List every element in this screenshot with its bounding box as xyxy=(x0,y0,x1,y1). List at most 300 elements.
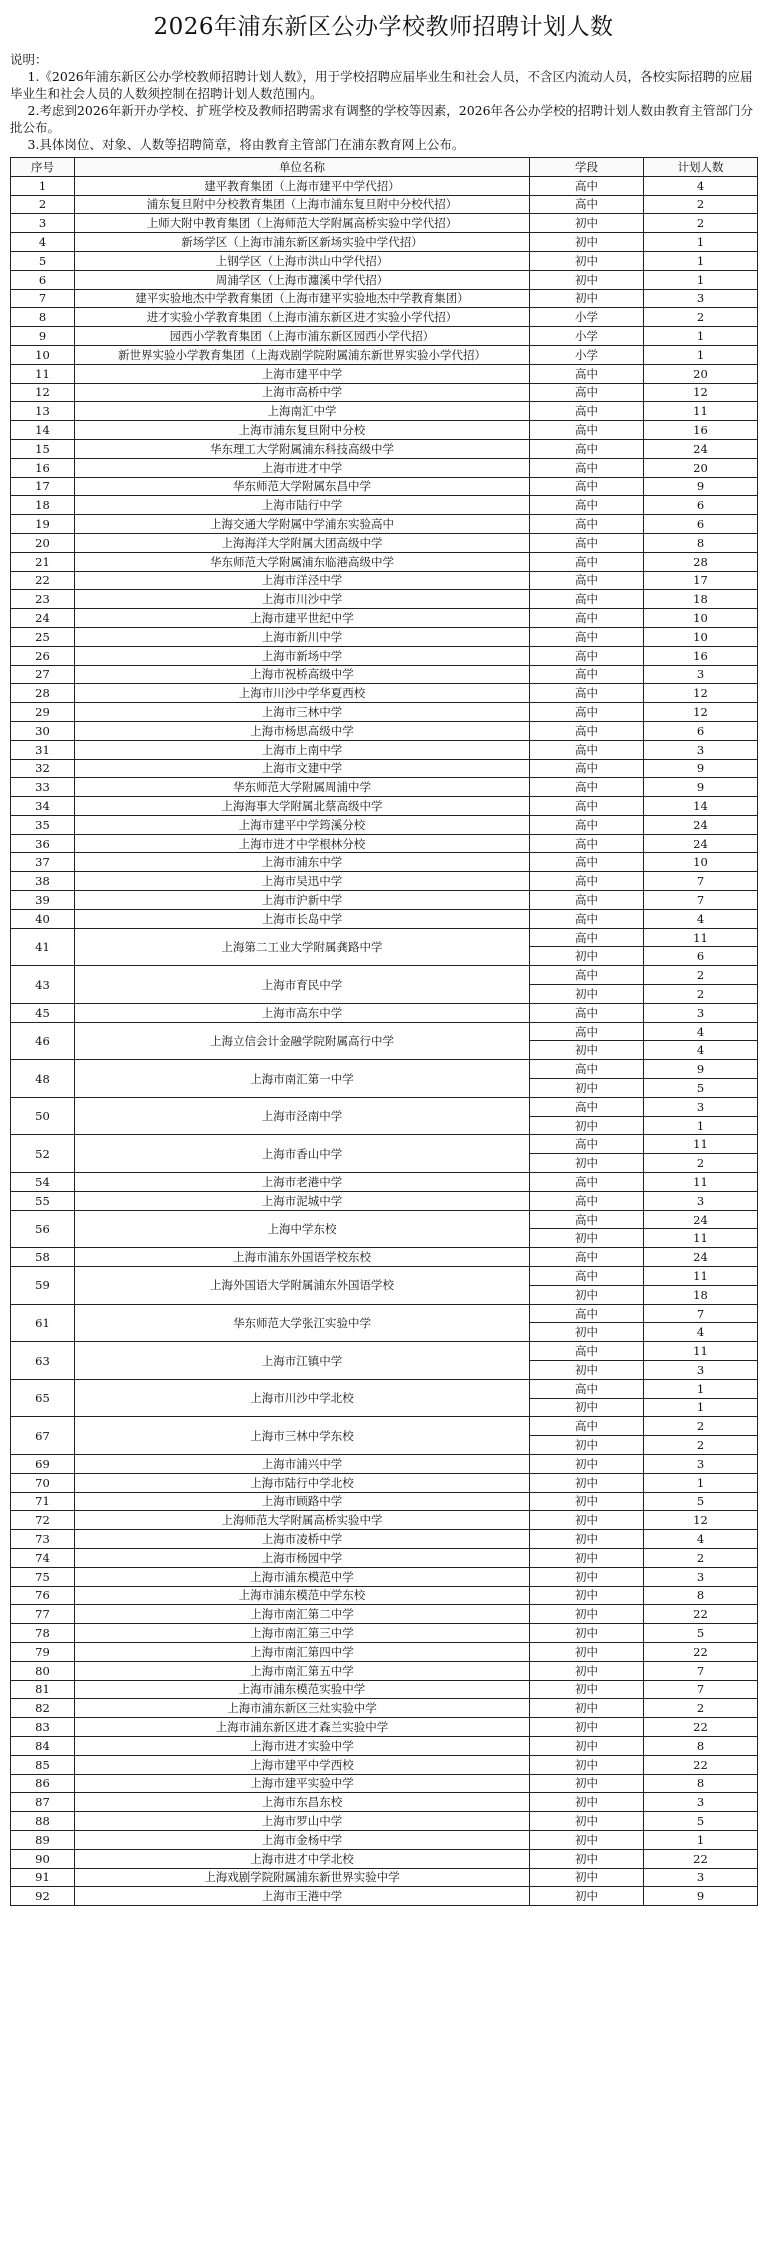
cell-unit-name: 上海市洋泾中学 xyxy=(75,571,530,590)
cell-plan-count: 10 xyxy=(644,627,758,646)
cell-plan-count: 9 xyxy=(644,1887,758,1906)
cell-stage: 高中 xyxy=(530,496,644,515)
cell-stage: 高中 xyxy=(530,665,644,684)
cell-unit-name: 上海师范大学附属高桥实验中学 xyxy=(75,1511,530,1530)
cell-stage: 初中 xyxy=(530,1530,644,1549)
cell-number: 23 xyxy=(11,590,75,609)
cell-plan-count: 1 xyxy=(644,270,758,289)
cell-number: 3 xyxy=(11,214,75,233)
cell-number: 11 xyxy=(11,364,75,383)
table-row xyxy=(11,1567,758,1586)
table-row xyxy=(11,364,758,383)
cell-unit-name: 上海市泾南中学 xyxy=(75,1097,530,1135)
table-row xyxy=(11,1191,758,1210)
cell-number: 80 xyxy=(11,1661,75,1680)
cell-unit-name: 华东师范大学附属浦东临港高级中学 xyxy=(75,552,530,571)
cell-stage: 初中 xyxy=(530,1454,644,1473)
cell-unit-name: 上海市祝桥高级中学 xyxy=(75,665,530,684)
cell-unit-name: 上海市罗山中学 xyxy=(75,1812,530,1831)
table-row xyxy=(11,496,758,515)
cell-stage: 高中 xyxy=(530,1210,644,1229)
table-row xyxy=(11,1417,758,1436)
cell-number: 30 xyxy=(11,721,75,740)
table-row xyxy=(11,571,758,590)
table-row xyxy=(11,1342,758,1361)
cell-stage: 初中 xyxy=(530,1812,644,1831)
cell-number: 73 xyxy=(11,1530,75,1549)
table-row xyxy=(11,421,758,440)
cell-stage: 初中 xyxy=(530,985,644,1004)
cell-plan-count: 2 xyxy=(644,308,758,327)
cell-plan-count: 3 xyxy=(644,1003,758,1022)
cell-unit-name: 上海南汇中学 xyxy=(75,402,530,421)
cell-plan-count: 24 xyxy=(644,1248,758,1267)
cell-plan-count: 6 xyxy=(644,721,758,740)
cell-unit-name: 建平教育集团（上海市建平中学代招） xyxy=(75,176,530,195)
cell-plan-count: 1 xyxy=(644,251,758,270)
table-row xyxy=(11,1530,758,1549)
cell-number: 19 xyxy=(11,515,75,534)
table-row xyxy=(11,740,758,759)
cell-stage: 高中 xyxy=(530,364,644,383)
cell-plan-count: 1 xyxy=(644,1116,758,1135)
cell-plan-count: 4 xyxy=(644,1041,758,1060)
cell-stage: 高中 xyxy=(530,1097,644,1116)
cell-plan-count: 22 xyxy=(644,1605,758,1624)
table-row xyxy=(11,402,758,421)
cell-stage: 初中 xyxy=(530,1154,644,1173)
header-stage: 学段 xyxy=(530,158,644,177)
table-row xyxy=(11,684,758,703)
cell-unit-name: 上海市江镇中学 xyxy=(75,1342,530,1380)
cell-plan-count: 7 xyxy=(644,891,758,910)
cell-number: 71 xyxy=(11,1492,75,1511)
cell-plan-count: 3 xyxy=(644,1868,758,1887)
cell-number: 32 xyxy=(11,759,75,778)
cell-plan-count: 11 xyxy=(644,1267,758,1286)
table-body xyxy=(11,176,758,1905)
cell-unit-name: 浦东复旦附中分校教育集团（上海市浦东复旦附中分校代招） xyxy=(75,195,530,214)
cell-number: 29 xyxy=(11,703,75,722)
cell-number: 72 xyxy=(11,1511,75,1530)
table-row xyxy=(11,308,758,327)
cell-stage: 初中 xyxy=(530,1774,644,1793)
cell-plan-count: 11 xyxy=(644,928,758,947)
cell-plan-count: 4 xyxy=(644,909,758,928)
cell-stage: 初中 xyxy=(530,1548,644,1567)
cell-number: 55 xyxy=(11,1191,75,1210)
cell-stage: 初中 xyxy=(530,1830,644,1849)
cell-stage: 高中 xyxy=(530,439,644,458)
cell-plan-count: 12 xyxy=(644,383,758,402)
cell-plan-count: 9 xyxy=(644,778,758,797)
cell-plan-count: 16 xyxy=(644,421,758,440)
cell-unit-name: 上海市长岛中学 xyxy=(75,909,530,928)
cell-number: 70 xyxy=(11,1473,75,1492)
cell-stage: 高中 xyxy=(530,477,644,496)
cell-plan-count: 2 xyxy=(644,195,758,214)
table-row xyxy=(11,590,758,609)
cell-plan-count: 8 xyxy=(644,1774,758,1793)
notes-heading: 说明： xyxy=(10,52,48,67)
cell-stage: 高中 xyxy=(530,759,644,778)
cell-unit-name: 上海市高东中学 xyxy=(75,1003,530,1022)
cell-number: 12 xyxy=(11,383,75,402)
cell-plan-count: 1 xyxy=(644,1398,758,1417)
cell-stage: 高中 xyxy=(530,928,644,947)
cell-stage: 初中 xyxy=(530,1661,644,1680)
cell-stage: 初中 xyxy=(530,1436,644,1455)
cell-unit-name: 上海市南汇第三中学 xyxy=(75,1624,530,1643)
cell-number: 50 xyxy=(11,1097,75,1135)
cell-number: 21 xyxy=(11,552,75,571)
cell-stage: 高中 xyxy=(530,1248,644,1267)
table-row xyxy=(11,1210,758,1229)
cell-plan-count: 22 xyxy=(644,1642,758,1661)
table-row xyxy=(11,609,758,628)
cell-stage: 高中 xyxy=(530,383,644,402)
cell-unit-name: 上海市建平中学 xyxy=(75,364,530,383)
table-row xyxy=(11,1849,758,1868)
table-row xyxy=(11,1774,758,1793)
cell-stage: 初中 xyxy=(530,1079,644,1098)
cell-number: 17 xyxy=(11,477,75,496)
cell-unit-name: 上海市建平中学西校 xyxy=(75,1755,530,1774)
cell-stage: 高中 xyxy=(530,533,644,552)
cell-stage: 高中 xyxy=(530,909,644,928)
cell-number: 56 xyxy=(11,1210,75,1248)
cell-unit-name: 上海交通大学附属中学浦东实验高中 xyxy=(75,515,530,534)
cell-plan-count: 22 xyxy=(644,1849,758,1868)
table-row xyxy=(11,966,758,985)
cell-plan-count: 3 xyxy=(644,665,758,684)
table-row xyxy=(11,1736,758,1755)
cell-stage: 高中 xyxy=(530,1304,644,1323)
cell-stage: 高中 xyxy=(530,402,644,421)
cell-plan-count: 20 xyxy=(644,458,758,477)
cell-unit-name: 华东师范大学附属周浦中学 xyxy=(75,778,530,797)
cell-number: 6 xyxy=(11,270,75,289)
cell-unit-name: 上海市沪新中学 xyxy=(75,891,530,910)
cell-plan-count: 3 xyxy=(644,1097,758,1116)
cell-plan-count: 18 xyxy=(644,590,758,609)
cell-plan-count: 24 xyxy=(644,1210,758,1229)
cell-stage: 高中 xyxy=(530,515,644,534)
cell-unit-name: 上海市文建中学 xyxy=(75,759,530,778)
cell-stage: 高中 xyxy=(530,176,644,195)
cell-unit-name: 上海市建平实验中学 xyxy=(75,1774,530,1793)
cell-plan-count: 22 xyxy=(644,1755,758,1774)
cell-plan-count: 3 xyxy=(644,1361,758,1380)
cell-unit-name: 上海市南汇第一中学 xyxy=(75,1060,530,1098)
cell-unit-name: 上海市泥城中学 xyxy=(75,1191,530,1210)
cell-number: 90 xyxy=(11,1849,75,1868)
cell-stage: 初中 xyxy=(530,1041,644,1060)
cell-plan-count: 2 xyxy=(644,1699,758,1718)
cell-number: 14 xyxy=(11,421,75,440)
table-row xyxy=(11,646,758,665)
table-row xyxy=(11,233,758,252)
table-row xyxy=(11,515,758,534)
cell-unit-name: 上海戏剧学院附属浦东新世界实验中学 xyxy=(75,1868,530,1887)
table-row xyxy=(11,1248,758,1267)
cell-plan-count: 24 xyxy=(644,439,758,458)
table-row xyxy=(11,627,758,646)
table-row xyxy=(11,533,758,552)
table-row xyxy=(11,289,758,308)
table-row xyxy=(11,1492,758,1511)
cell-unit-name: 上海市川沙中学华夏西校 xyxy=(75,684,530,703)
cell-plan-count: 3 xyxy=(644,1567,758,1586)
table-row xyxy=(11,703,758,722)
cell-stage: 高中 xyxy=(530,1003,644,1022)
note-item: 3.具体岗位、对象、人数等招聘简章，将由教育主管部门在浦东教育网上公布。 xyxy=(27,137,465,152)
cell-number: 7 xyxy=(11,289,75,308)
cell-plan-count: 4 xyxy=(644,1323,758,1342)
table-row xyxy=(11,1699,758,1718)
cell-stage: 初中 xyxy=(530,1492,644,1511)
cell-stage: 高中 xyxy=(530,891,644,910)
table-row xyxy=(11,853,758,872)
cell-number: 76 xyxy=(11,1586,75,1605)
cell-plan-count: 12 xyxy=(644,703,758,722)
cell-plan-count: 8 xyxy=(644,1736,758,1755)
cell-unit-name: 华东师范大学附属东昌中学 xyxy=(75,477,530,496)
cell-unit-name: 上海市东昌东校 xyxy=(75,1793,530,1812)
table-row xyxy=(11,1060,758,1079)
cell-number: 26 xyxy=(11,646,75,665)
table-row xyxy=(11,383,758,402)
cell-plan-count: 7 xyxy=(644,872,758,891)
table-row xyxy=(11,1586,758,1605)
cell-unit-name: 华东理工大学附属浦东科技高级中学 xyxy=(75,439,530,458)
cell-number: 65 xyxy=(11,1379,75,1417)
cell-plan-count: 10 xyxy=(644,853,758,872)
cell-stage: 高中 xyxy=(530,195,644,214)
cell-number: 40 xyxy=(11,909,75,928)
table-row xyxy=(11,778,758,797)
cell-unit-name: 上海市进才实验中学 xyxy=(75,1736,530,1755)
cell-stage: 高中 xyxy=(530,1417,644,1436)
table-row xyxy=(11,1830,758,1849)
cell-stage: 高中 xyxy=(530,1060,644,1079)
cell-number: 24 xyxy=(11,609,75,628)
cell-number: 81 xyxy=(11,1680,75,1699)
table-row xyxy=(11,270,758,289)
cell-plan-count: 22 xyxy=(644,1718,758,1737)
cell-plan-count: 6 xyxy=(644,496,758,515)
cell-plan-count: 7 xyxy=(644,1680,758,1699)
cell-plan-count: 11 xyxy=(644,1229,758,1248)
cell-number: 8 xyxy=(11,308,75,327)
cell-number: 37 xyxy=(11,853,75,872)
cell-number: 87 xyxy=(11,1793,75,1812)
cell-number: 88 xyxy=(11,1812,75,1831)
cell-stage: 初中 xyxy=(530,1511,644,1530)
cell-unit-name: 上海市进才中学 xyxy=(75,458,530,477)
cell-number: 89 xyxy=(11,1830,75,1849)
cell-unit-name: 上海中学东校 xyxy=(75,1210,530,1248)
cell-number: 45 xyxy=(11,1003,75,1022)
table-row xyxy=(11,1135,758,1154)
cell-plan-count: 11 xyxy=(644,1173,758,1192)
cell-number: 92 xyxy=(11,1887,75,1906)
cell-stage: 初中 xyxy=(530,1718,644,1737)
table-row xyxy=(11,797,758,816)
cell-plan-count: 3 xyxy=(644,1793,758,1812)
cell-unit-name: 上海市浦东模范中学 xyxy=(75,1567,530,1586)
cell-plan-count: 12 xyxy=(644,684,758,703)
cell-unit-name: 上海立信会计金融学院附属高行中学 xyxy=(75,1022,530,1060)
table-row xyxy=(11,439,758,458)
cell-stage: 初中 xyxy=(530,1699,644,1718)
cell-stage: 高中 xyxy=(530,590,644,609)
table-row xyxy=(11,176,758,195)
cell-number: 91 xyxy=(11,1868,75,1887)
cell-plan-count: 1 xyxy=(644,1473,758,1492)
cell-stage: 高中 xyxy=(530,609,644,628)
cell-stage: 初中 xyxy=(530,1323,644,1342)
cell-stage: 初中 xyxy=(530,214,644,233)
cell-stage: 初中 xyxy=(530,233,644,252)
document-title: 2026年浦东新区公办学校教师招聘计划人数 xyxy=(153,14,614,40)
cell-unit-name: 新场学区（上海市浦东新区新场实验中学代招） xyxy=(75,233,530,252)
cell-stage: 高中 xyxy=(530,834,644,853)
cell-stage: 初中 xyxy=(530,1849,644,1868)
cell-unit-name: 上海市顾路中学 xyxy=(75,1492,530,1511)
cell-number: 43 xyxy=(11,966,75,1004)
cell-stage: 初中 xyxy=(530,1473,644,1492)
cell-plan-count: 11 xyxy=(644,1342,758,1361)
table-row xyxy=(11,1548,758,1567)
cell-unit-name: 上海市王港中学 xyxy=(75,1887,530,1906)
cell-number: 82 xyxy=(11,1699,75,1718)
cell-unit-name: 上海海事大学附属北蔡高级中学 xyxy=(75,797,530,816)
cell-plan-count: 1 xyxy=(644,327,758,346)
cell-unit-name: 上海市陆行中学 xyxy=(75,496,530,515)
cell-stage: 初中 xyxy=(530,1642,644,1661)
cell-stage: 高中 xyxy=(530,552,644,571)
cell-plan-count: 11 xyxy=(644,402,758,421)
cell-stage: 初中 xyxy=(530,270,644,289)
cell-stage: 高中 xyxy=(530,421,644,440)
cell-plan-count: 1 xyxy=(644,1379,758,1398)
cell-number: 61 xyxy=(11,1304,75,1342)
cell-unit-name: 上海市浦东新区三灶实验中学 xyxy=(75,1699,530,1718)
cell-unit-name: 上海市育民中学 xyxy=(75,966,530,1004)
table-row xyxy=(11,1097,758,1116)
cell-number: 4 xyxy=(11,233,75,252)
cell-stage: 高中 xyxy=(530,966,644,985)
cell-stage: 初中 xyxy=(530,1755,644,1774)
cell-stage: 高中 xyxy=(530,1379,644,1398)
cell-number: 83 xyxy=(11,1718,75,1737)
table-row xyxy=(11,458,758,477)
cell-stage: 初中 xyxy=(530,1680,644,1699)
cell-stage: 初中 xyxy=(530,1229,644,1248)
table-row xyxy=(11,214,758,233)
cell-stage: 高中 xyxy=(530,571,644,590)
table-row xyxy=(11,1812,758,1831)
table-header-row xyxy=(11,158,758,177)
cell-unit-name: 华东师范大学张江实验中学 xyxy=(75,1304,530,1342)
cell-unit-name: 园西小学教育集团（上海市浦东新区园西小学代招） xyxy=(75,327,530,346)
cell-plan-count: 5 xyxy=(644,1812,758,1831)
cell-number: 59 xyxy=(11,1267,75,1305)
cell-unit-name: 上海市浦东模范实验中学 xyxy=(75,1680,530,1699)
cell-plan-count: 10 xyxy=(644,609,758,628)
cell-stage: 高中 xyxy=(530,1191,644,1210)
cell-stage: 初中 xyxy=(530,251,644,270)
table-row xyxy=(11,477,758,496)
table-row xyxy=(11,1605,758,1624)
cell-stage: 高中 xyxy=(530,684,644,703)
table-row xyxy=(11,1661,758,1680)
cell-plan-count: 9 xyxy=(644,759,758,778)
cell-number: 1 xyxy=(11,176,75,195)
cell-stage: 初中 xyxy=(530,1605,644,1624)
table-row xyxy=(11,1022,758,1041)
cell-plan-count: 3 xyxy=(644,289,758,308)
table-row xyxy=(11,195,758,214)
cell-unit-name: 上海市高桥中学 xyxy=(75,383,530,402)
table-row xyxy=(11,1003,758,1022)
table-row xyxy=(11,1379,758,1398)
recruitment-table xyxy=(10,157,758,1906)
cell-stage: 初中 xyxy=(530,1736,644,1755)
cell-stage: 高中 xyxy=(530,815,644,834)
cell-unit-name: 上海市香山中学 xyxy=(75,1135,530,1173)
cell-stage: 初中 xyxy=(530,1361,644,1380)
table-row xyxy=(11,1868,758,1887)
cell-plan-count: 9 xyxy=(644,1060,758,1079)
cell-unit-name: 上海市浦兴中学 xyxy=(75,1454,530,1473)
table-row xyxy=(11,1718,758,1737)
note-item: 1.《2026年浦东新区公办学校教师招聘计划人数》，用于学校招聘应届毕业生和社会人员，不含区内流动人员，各校实际招聘的应届毕业生和社会人员的人数须控制在招聘计划人数范围内。 xyxy=(10,69,753,101)
cell-stage: 高中 xyxy=(530,740,644,759)
cell-plan-count: 4 xyxy=(644,1022,758,1041)
cell-unit-name: 上海市凌桥中学 xyxy=(75,1530,530,1549)
table-row xyxy=(11,1173,758,1192)
cell-stage: 高中 xyxy=(530,1173,644,1192)
cell-number: 69 xyxy=(11,1454,75,1473)
table-row xyxy=(11,1887,758,1906)
cell-plan-count: 1 xyxy=(644,1830,758,1849)
cell-stage: 小学 xyxy=(530,327,644,346)
table-row xyxy=(11,1793,758,1812)
cell-number: 13 xyxy=(11,402,75,421)
cell-unit-name: 上海市老港中学 xyxy=(75,1173,530,1192)
cell-number: 5 xyxy=(11,251,75,270)
cell-plan-count: 2 xyxy=(644,966,758,985)
cell-stage: 高中 xyxy=(530,458,644,477)
table-row xyxy=(11,665,758,684)
table-row xyxy=(11,1680,758,1699)
cell-unit-name: 上海市进才中学北校 xyxy=(75,1849,530,1868)
cell-stage: 初中 xyxy=(530,1793,644,1812)
cell-number: 20 xyxy=(11,533,75,552)
table-row xyxy=(11,759,758,778)
cell-number: 48 xyxy=(11,1060,75,1098)
cell-number: 22 xyxy=(11,571,75,590)
cell-plan-count: 12 xyxy=(644,1511,758,1530)
table-row xyxy=(11,1267,758,1286)
cell-stage: 高中 xyxy=(530,646,644,665)
cell-number: 75 xyxy=(11,1567,75,1586)
cell-unit-name: 上海市陆行中学北校 xyxy=(75,1473,530,1492)
cell-plan-count: 11 xyxy=(644,1135,758,1154)
cell-number: 86 xyxy=(11,1774,75,1793)
